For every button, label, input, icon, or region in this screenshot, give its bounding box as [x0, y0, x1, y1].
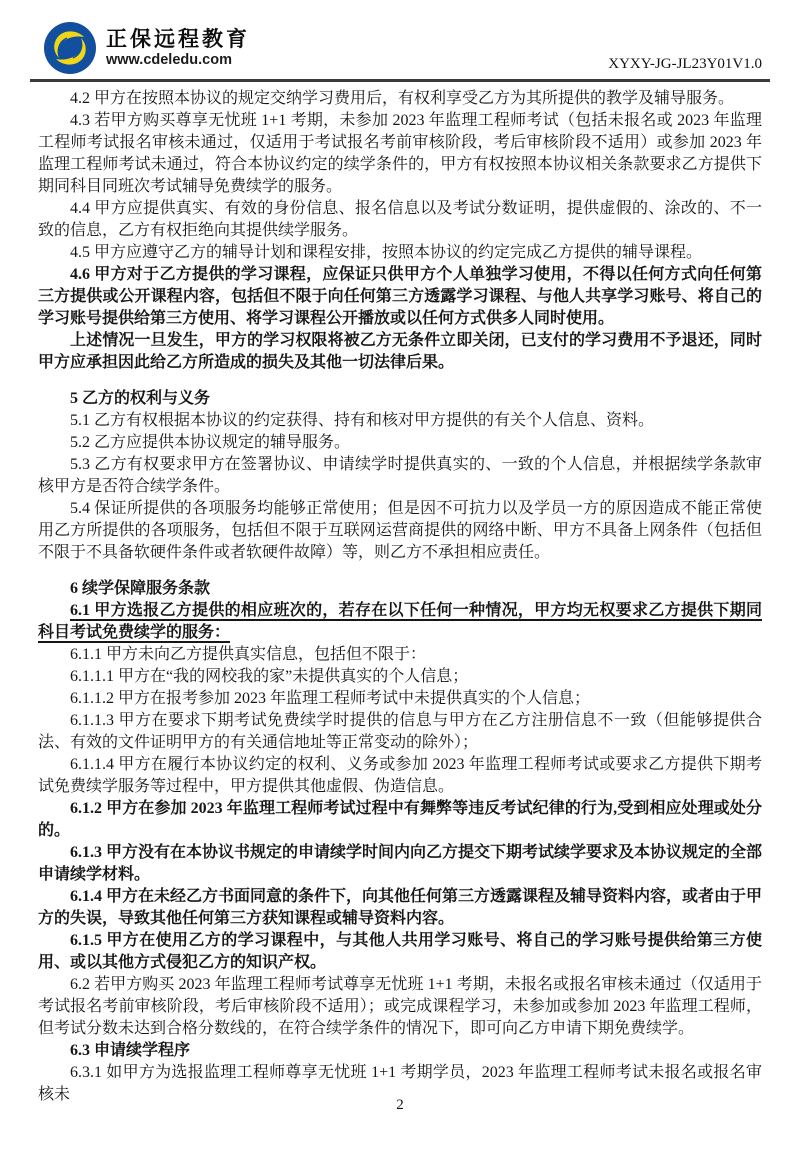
paragraph: 6.1.1.1 甲方在“我的网校我的家”未提供真实的个人信息；: [70, 668, 469, 685]
paragraph: 6.1.1.4 甲方在履行本协议约定的权利、义务或参加 2023 年监理工程师考试或要求乙方提供下期考试免费续学服务等过程中，甲方提供其他虚假、伪造信息。: [38, 756, 762, 795]
paragraph: 上述情况一旦发生，甲方的学习权限将被乙方无条件立即关闭，已支付的学习费用不予退还，同时甲方应承担因此给乙方所造成的损失及其他一切法律后果。: [38, 332, 762, 371]
brand-url: www.cdeledu.com: [106, 51, 232, 68]
paragraph: 4.4 甲方应提供真实、有效的身份信息、报名信息以及考试分数证明，提供虚假的、涂改的、不一致的信息，乙方有权拒绝向其提供续学服务。: [38, 200, 762, 239]
paragraph: 6.1.3 甲方没有在本协议书规定的申请续学时间内向乙方提交下期考试续学要求及本协议规定的全部申请续学材料。: [38, 844, 763, 883]
brand-name: 正保远程教育: [106, 27, 250, 51]
page-header: [0, 0, 800, 76]
brand-text: [106, 27, 250, 70]
paragraph: 6.1.4 甲方在未经乙方书面同意的条件下，向其他任何第三方透露课程及辅导资料内容，或者由于甲方的失误，导致其他任何第三方获知课程或辅导资料内容。: [38, 888, 763, 927]
brand: [44, 22, 250, 74]
paragraph: 6.1.2 甲方在参加 2023 年监理工程师考试过程中有舞弊等违反考试纪律的行为,受到相应处理或处分的。: [38, 800, 762, 839]
page-footer: [0, 1097, 800, 1114]
paragraph: 6.2 若甲方购买 2023 年监理工程师考试尊享无忧班 1+1 考期，未报名或报名审核未通过（仅适用于考试报名考前审核阶段，考后审核阶段不适用）；或完成课程学习，未参加或参加 2023 年监理工程师，但考试分数未达到合格分数线的，在符合续学条件的情况下，即可向乙方申请下期免费续学。: [38, 976, 762, 1037]
paragraph: 6.1.1 甲方未向乙方提供真实信息，包括但不限于：: [70, 646, 427, 663]
paragraph: 6 续学保障服务条款: [70, 580, 211, 597]
paragraph: 5.1 乙方有权根据本协议的约定获得、持有和核对甲方提供的有关个人信息、资料。: [70, 412, 655, 429]
paragraph: 6.3 申请续学程序: [70, 1042, 191, 1059]
paragraph: 4.6 甲方对于乙方提供的学习课程，应保证只供甲方个人单独学习使用，不得以任何方式向任何第三方提供或公开课程内容，包括但不限于向任何第三方透露学习课程、与他人共享学习账号、将自己的学习账号提供给第三方使用、将学习课程公开播放或以任何方式供多人同时使用。: [38, 266, 762, 327]
document-body: [0, 82, 800, 1106]
paragraph: 6.1.5 甲方在使用乙方的学习课程中，与其他人共用学习账号、将自己的学习账号提供给第三方使用、或以其他方式侵犯乙方的知识产权。: [38, 932, 762, 971]
page-number: 2: [396, 1097, 404, 1113]
paragraph: 4.2 甲方在按照本协议的规定交纳学习费用后，有权利享受乙方为其所提供的教学及辅导服务。: [70, 90, 735, 107]
paragraph: 6.1 甲方选报乙方提供的相应班次的，若存在以下任何一种情况，甲方均无权要求乙方提供下期同科目考试免费续学的服务：: [38, 602, 762, 641]
cdeledu-logo-icon: [44, 22, 96, 74]
paragraph: 4.3 若甲方购买尊享无忧班 1+1 考期，未参加 2023 年监理工程师考试（包括未报名或 2023 年监理工程师考试报名审核未通过，仅适用于考试报名考前审核阶段，考后审核阶段不适用）或参加 2023 年监理工程师考试未通过，符合本协议约定的续学条件的，甲方有权按照本协议相关条款要求乙方提供下期同科目同班次考试辅导免费续学的服务。: [38, 112, 762, 195]
document-code: XYXY-JG-JL23Y01V1.0: [608, 56, 762, 72]
paragraph: 5.3 乙方有权要求甲方在签署协议、申请续学时提供真实的、一致的个人信息，并根据续学条款审核甲方是否符合续学条件。: [38, 456, 762, 495]
paragraph: 6.1.1.2 甲方在报考参加 2023 年监理工程师考试中未提供真实的个人信息；: [70, 690, 591, 707]
paragraph: 5 乙方的权利与义务: [70, 390, 211, 407]
paragraph: 6.1.1.3 甲方在要求下期考试免费续学时提供的信息与甲方在乙方注册信息不一致（但能够提供合法、有效的文件证明甲方的有关通信地址等正常变动的除外）；: [38, 712, 762, 751]
paragraph: 5.4 保证所提供的各项服务均能够正常使用；但是因不可抗力以及学员一方的原因造成不能正常使用乙方所提供的各项服务，包括但不限于互联网运营商提供的网络中断、甲方不具备上网条件（包括但不限于不具备软硬件条件或者软硬件故障）等，则乙方不承担相应责任。: [38, 500, 762, 561]
paragraph: 6.3.1 如甲方为选报监理工程师尊享无忧班 1+1 考期学员，2023 年监理工程师考试未报名或报名审核未: [38, 1064, 762, 1103]
paragraph: 5.2 乙方应提供本协议规定的辅导服务。: [70, 434, 351, 451]
paragraph: 4.5 甲方应遵守乙方的辅导计划和课程安排，按照本协议的约定完成乙方提供的辅导课程。: [70, 244, 703, 261]
